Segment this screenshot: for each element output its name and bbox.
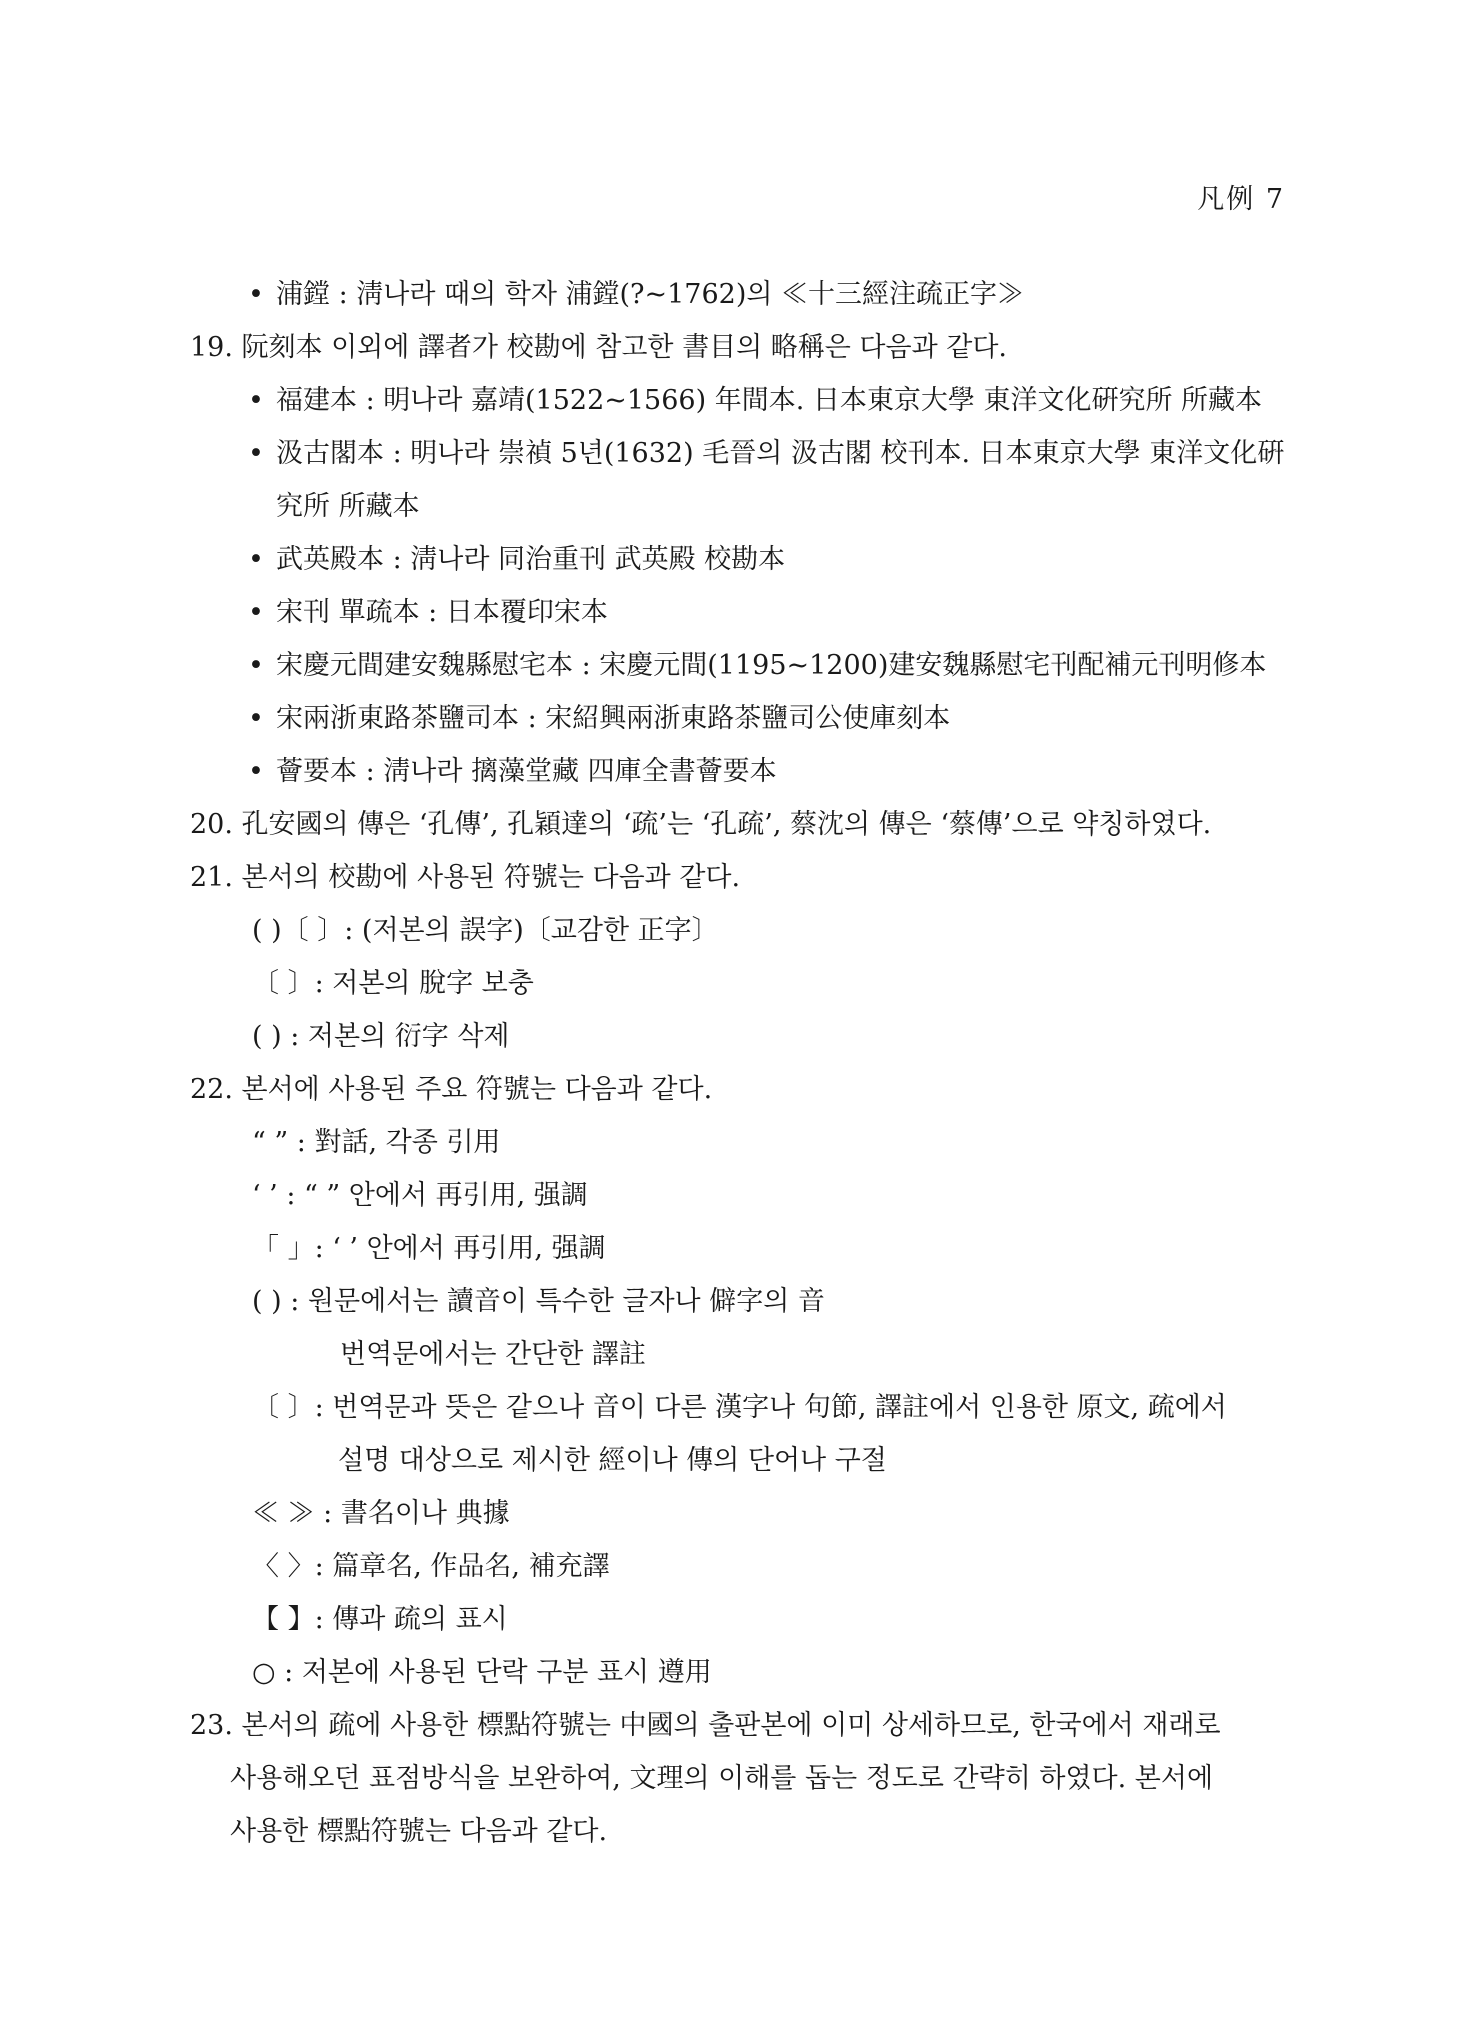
numbered-item: 21. 본서의 校勘에 사용된 符號는 다음과 같다. [190,862,741,893]
numbered-item: 22. 본서에 사용된 주요 符號는 다음과 같다. [190,1074,713,1105]
symbol-legend-item: ○ : 저본에 사용된 단락 구분 표시 遵用 [252,1657,712,1688]
symbol-legend-continuation: 번역문에서는 간단한 譯註 [340,1339,646,1370]
numbered-item: 20. 孔安國의 傳은 ‘孔傳’, 孔穎達의 ‘疏’는 ‘孔疏’, 蔡沈의 傳은 ‘蔡傳’으로 약칭하였다. [190,809,1212,840]
bullet-icon: • [248,544,264,575]
symbol-legend-item: 【 】: 傳과 疏의 표시 [252,1604,508,1635]
list-item-continuation: 究所 所藏本 [276,491,420,522]
symbol-legend-item: ≪ ≫ : 書名이나 典據 [252,1498,510,1529]
page-header: 凡例 7 [1197,184,1285,215]
symbol-legend-item: 〈 〉: 篇章名, 作品名, 補充譯 [252,1551,610,1582]
numbered-item: 23. 본서의 疏에 사용한 標點符號는 中國의 출판본에 이미 상세하므로, 한국에서 재래로 [190,1710,1221,1741]
list-item: • 汲古閣本 : 明나라 崇禎 5년(1632) 毛晉의 汲古閣 校刊本. 日本東京大學 東洋文化硏 [190,427,1300,480]
list-item: • 薈要本 : 淸나라 摛藻堂藏 四庫全書薈要本 [190,745,1300,798]
list-item: • 福建本 : 明나라 嘉靖(1522~1566) 年間本. 日本東京大學 東洋文化硏究所 所藏本 [190,374,1300,427]
symbol-legend-item: “ ” : 對話, 각종 引用 [252,1127,501,1158]
symbol-legend-item: ‘ ’ : “ ” 안에서 再引用, 强調 [252,1180,588,1211]
bullet-icon: • [248,279,264,310]
bullet-icon: • [248,756,264,787]
list-item: • 宋兩浙東路茶鹽司本 : 宋紹興兩浙東路茶鹽司公使庫刻本 [190,692,1300,745]
symbol-legend-item: 〔 〕: 번역문과 뜻은 같으나 音이 다른 漢字나 句節, 譯註에서 인용한 原文, 疏에서 [252,1392,1227,1423]
numbered-item: 19. 阮刻本 이외에 譯者가 校勘에 참고한 書目의 略稱은 다음과 같다. [190,332,1007,363]
symbol-legend-item: ( ) : 원문에서는 讀音이 특수한 글자나 僻字의 音 [252,1286,825,1317]
bullet-icon: • [248,650,264,681]
list-item: • 武英殿本 : 淸나라 同治重刊 武英殿 校勘本 [190,533,1300,586]
bullet-icon: • [248,597,264,628]
document-body [190,268,1300,1858]
symbol-legend-item: 〔 〕: 저본의 脫字 보충 [252,968,534,999]
list-item: • 浦鏜 : 淸나라 때의 학자 浦鏜(?~1762)의 ≪十三經注疏正字≫ [190,268,1300,321]
symbol-legend-item: 「 」: ‘ ’ 안에서 再引用, 强調 [252,1233,606,1264]
symbol-legend-continuation: 설명 대상으로 제시한 經이나 傳의 단어나 구절 [338,1445,887,1476]
bullet-icon: • [248,703,264,734]
numbered-item-continuation: 사용해오던 표점방식을 보완하여, 文理의 이해를 돕는 정도로 간략히 하였다. 본서에 [230,1763,1214,1794]
bullet-icon: • [248,385,264,416]
list-item: • 宋慶元間建安魏縣慰宅本 : 宋慶元間(1195~1200)建安魏縣慰宅刊配補元刊明修本 [190,639,1300,692]
numbered-item-continuation: 사용한 標點符號는 다음과 같다. [230,1816,608,1847]
list-item: • 宋刊 單疏本 : 日本覆印宋本 [190,586,1300,639]
symbol-legend-item: ( )〔 〕: (저본의 誤字)〔교감한 正字〕 [252,915,719,946]
bullet-icon: • [248,438,264,469]
symbol-legend-item: ( ) : 저본의 衍字 삭제 [252,1021,510,1052]
